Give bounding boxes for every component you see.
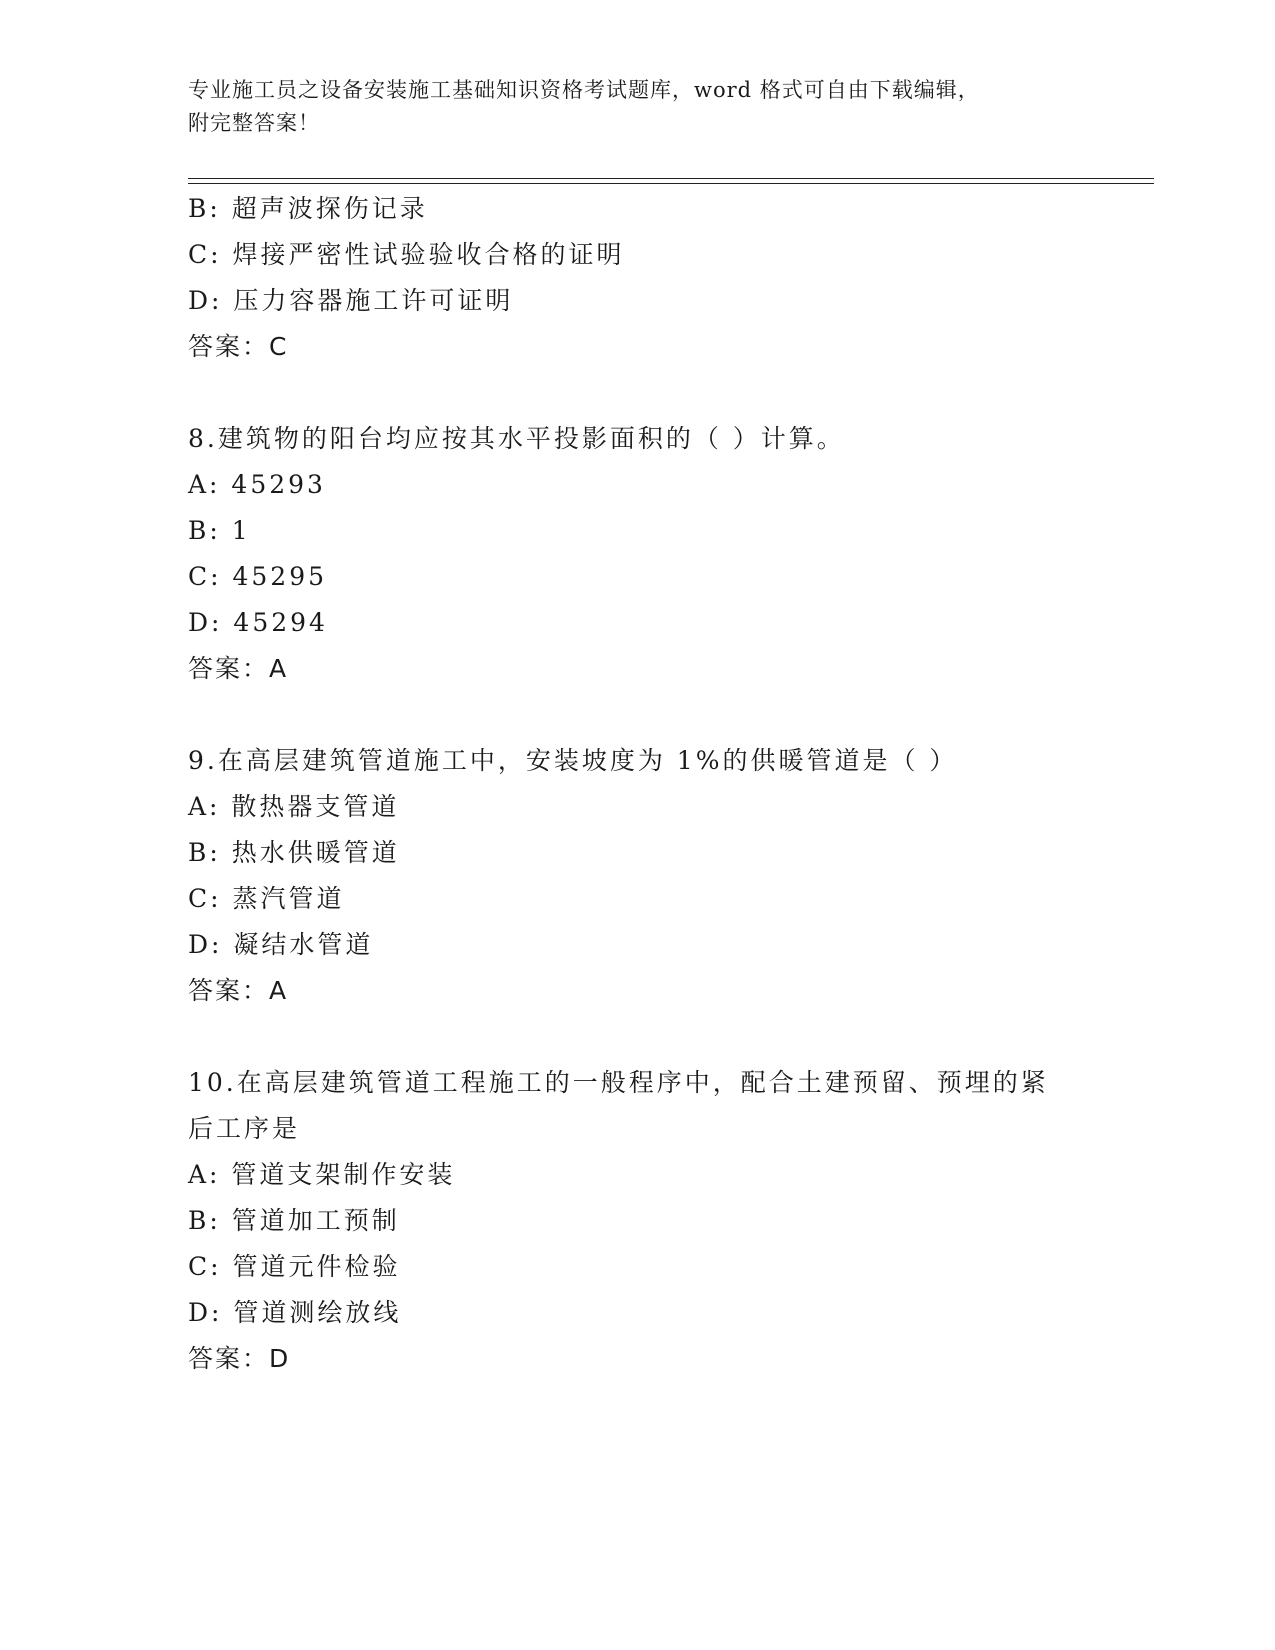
answer: 答案：C: [188, 332, 289, 361]
question-stem: 8.建筑物的阳台均应按其水平投影面积的（ ）计算。: [188, 424, 845, 453]
header-title-line-1: 专业施工员之设备安装施工基础知识资格考试题库，word 格式可自由下载编辑，: [188, 78, 980, 102]
option-c: C: 焊接严密性试验验收合格的证明: [188, 240, 625, 269]
header-rule-top: [188, 178, 1154, 179]
option-d: D: 45294: [188, 608, 328, 637]
question-9: [188, 738, 1088, 1014]
question-stem: 9.在高层建筑管道施工中，安装坡度为 1%的供暖管道是（ ）: [188, 746, 958, 775]
header-rule-bottom: [188, 183, 1154, 184]
answer: 答案：A: [188, 976, 289, 1005]
option-c: C: 蒸汽管道: [188, 884, 345, 913]
question-8: [188, 416, 1088, 692]
question-10: [188, 1060, 1088, 1382]
header-title-line-2: 附完整答案！: [188, 111, 320, 135]
option-a: A: 管道支架制作安装: [188, 1160, 456, 1189]
option-a: A: 45293: [188, 470, 326, 499]
option-c: C: 管道元件检验: [188, 1252, 401, 1281]
option-d: D: 凝结水管道: [188, 930, 374, 959]
question-content: [188, 186, 1088, 1382]
option-b: B: 超声波探伤记录: [188, 194, 428, 223]
option-b: B: 热水供暖管道: [188, 838, 400, 867]
question-stem-line-2: 后工序是: [188, 1114, 301, 1143]
answer: 答案：A: [188, 654, 289, 683]
option-a: A: 散热器支管道: [188, 792, 400, 821]
question-7-tail: [188, 186, 1088, 370]
option-b: B: 管道加工预制: [188, 1206, 400, 1235]
option-d: D: 管道测绘放线: [188, 1298, 402, 1327]
option-d: D: 压力容器施工许可证明: [188, 286, 514, 315]
answer: 答案：D: [188, 1344, 291, 1373]
document-header: [188, 74, 1088, 140]
option-b: B: 1: [188, 516, 251, 545]
question-stem-line-1: 10.在高层建筑管道工程施工的一般程序中，配合土建预留、预埋的紧: [188, 1068, 1049, 1097]
option-c: C: 45295: [188, 562, 328, 591]
